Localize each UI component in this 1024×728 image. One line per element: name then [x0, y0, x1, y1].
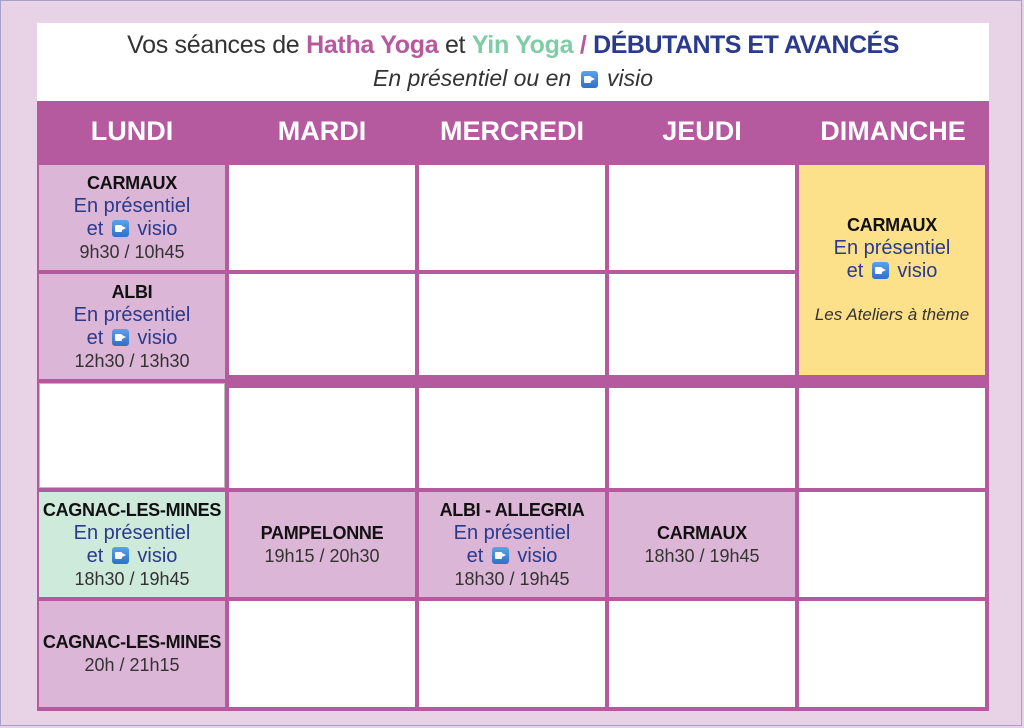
session-mode-and: et	[86, 217, 104, 240]
video-camera-icon	[112, 547, 129, 564]
session-time: 18h30 / 19h45	[74, 568, 190, 589]
session-cell	[229, 492, 415, 597]
session-mode-and: et	[86, 326, 104, 349]
session-mode-visio: visio	[137, 544, 178, 567]
session-time: 18h30 / 19h45	[454, 568, 570, 589]
session-mode-visio: visio	[517, 544, 558, 567]
day-header-mercredi: MERCREDI	[417, 101, 607, 161]
session-city: CAGNAC-LES-MINES	[42, 499, 222, 520]
empty-cell	[229, 165, 415, 270]
session-city: CAGNAC-LES-MINES	[42, 632, 222, 652]
session-cell	[39, 274, 225, 379]
session-mode-and: et	[846, 260, 864, 282]
session-cell	[39, 492, 225, 597]
empty-cell	[419, 274, 605, 375]
empty-cell	[609, 274, 795, 375]
session-mode-visio: visio	[897, 260, 938, 282]
session-time: 18h30 / 19h45	[644, 545, 760, 566]
empty-cell	[419, 601, 605, 707]
session-mode: En présentiel	[73, 303, 191, 326]
schedule-subtitle	[37, 65, 989, 92]
session-mode: En présentiel	[73, 521, 191, 544]
empty-cell	[229, 274, 415, 375]
empty-cell	[799, 388, 985, 488]
empty-cell	[609, 601, 795, 707]
empty-cell	[799, 601, 985, 707]
video-camera-icon	[112, 220, 129, 237]
empty-cell	[419, 165, 605, 270]
session-cell	[39, 165, 225, 270]
session-mode: En présentiel	[453, 521, 571, 544]
title-prefix: Vos séances de	[127, 31, 300, 59]
session-city: PAMPELONNE	[260, 522, 384, 543]
subtitle-suffix: visio	[606, 65, 653, 91]
session-mode-visio: visio	[137, 326, 178, 349]
session-city: CARMAUX	[847, 215, 937, 235]
session-time: 9h30 / 10h45	[79, 241, 185, 262]
empty-cell	[609, 165, 795, 270]
session-mode: En présentiel	[73, 194, 191, 217]
session-time: 20h / 21h15	[84, 655, 180, 675]
yin-yoga-label: Yin Yoga	[471, 31, 574, 59]
session-note: Les Ateliers à thème	[814, 305, 970, 324]
video-camera-icon	[112, 329, 129, 346]
session-city: CARMAUX	[87, 172, 177, 193]
session-mode-visio: visio	[137, 217, 178, 240]
day-header-mardi: MARDI	[227, 101, 417, 161]
session-city: ALBI - ALLEGRIA	[439, 499, 585, 520]
session-city: CARMAUX	[657, 522, 747, 543]
session-time: 19h15 / 20h30	[264, 545, 380, 566]
session-cell	[419, 492, 605, 597]
empty-cell	[799, 492, 985, 597]
empty-cell	[39, 383, 225, 488]
schedule-header	[37, 23, 989, 101]
session-city: ALBI	[111, 281, 153, 302]
session-mode-and: et	[466, 544, 484, 567]
session-mode-and: et	[86, 544, 104, 567]
day-header-jeudi: JEUDI	[607, 101, 797, 161]
video-camera-icon	[492, 547, 509, 564]
session-time: 12h30 / 13h30	[74, 350, 190, 371]
title-slash: /	[579, 31, 587, 59]
session-cell	[609, 492, 795, 597]
empty-cell	[609, 388, 795, 488]
title-conjunction: et	[444, 31, 466, 59]
session-mode: En présentiel	[833, 237, 951, 259]
schedule-grid	[37, 101, 989, 711]
day-header-dimanche: DIMANCHE	[797, 101, 989, 161]
subtitle-prefix: En présentiel ou en	[373, 65, 572, 91]
video-camera-icon	[581, 71, 598, 88]
session-cell	[799, 165, 985, 375]
empty-cell	[419, 388, 605, 488]
levels-label: DÉBUTANTS ET AVANCÉS	[593, 31, 899, 59]
schedule-title	[37, 31, 989, 60]
session-cell	[39, 601, 225, 707]
hatha-yoga-label: Hatha Yoga	[306, 31, 439, 59]
video-camera-icon	[872, 262, 889, 279]
empty-cell	[229, 388, 415, 488]
day-header-lundi: LUNDI	[37, 101, 227, 161]
empty-cell	[229, 601, 415, 707]
